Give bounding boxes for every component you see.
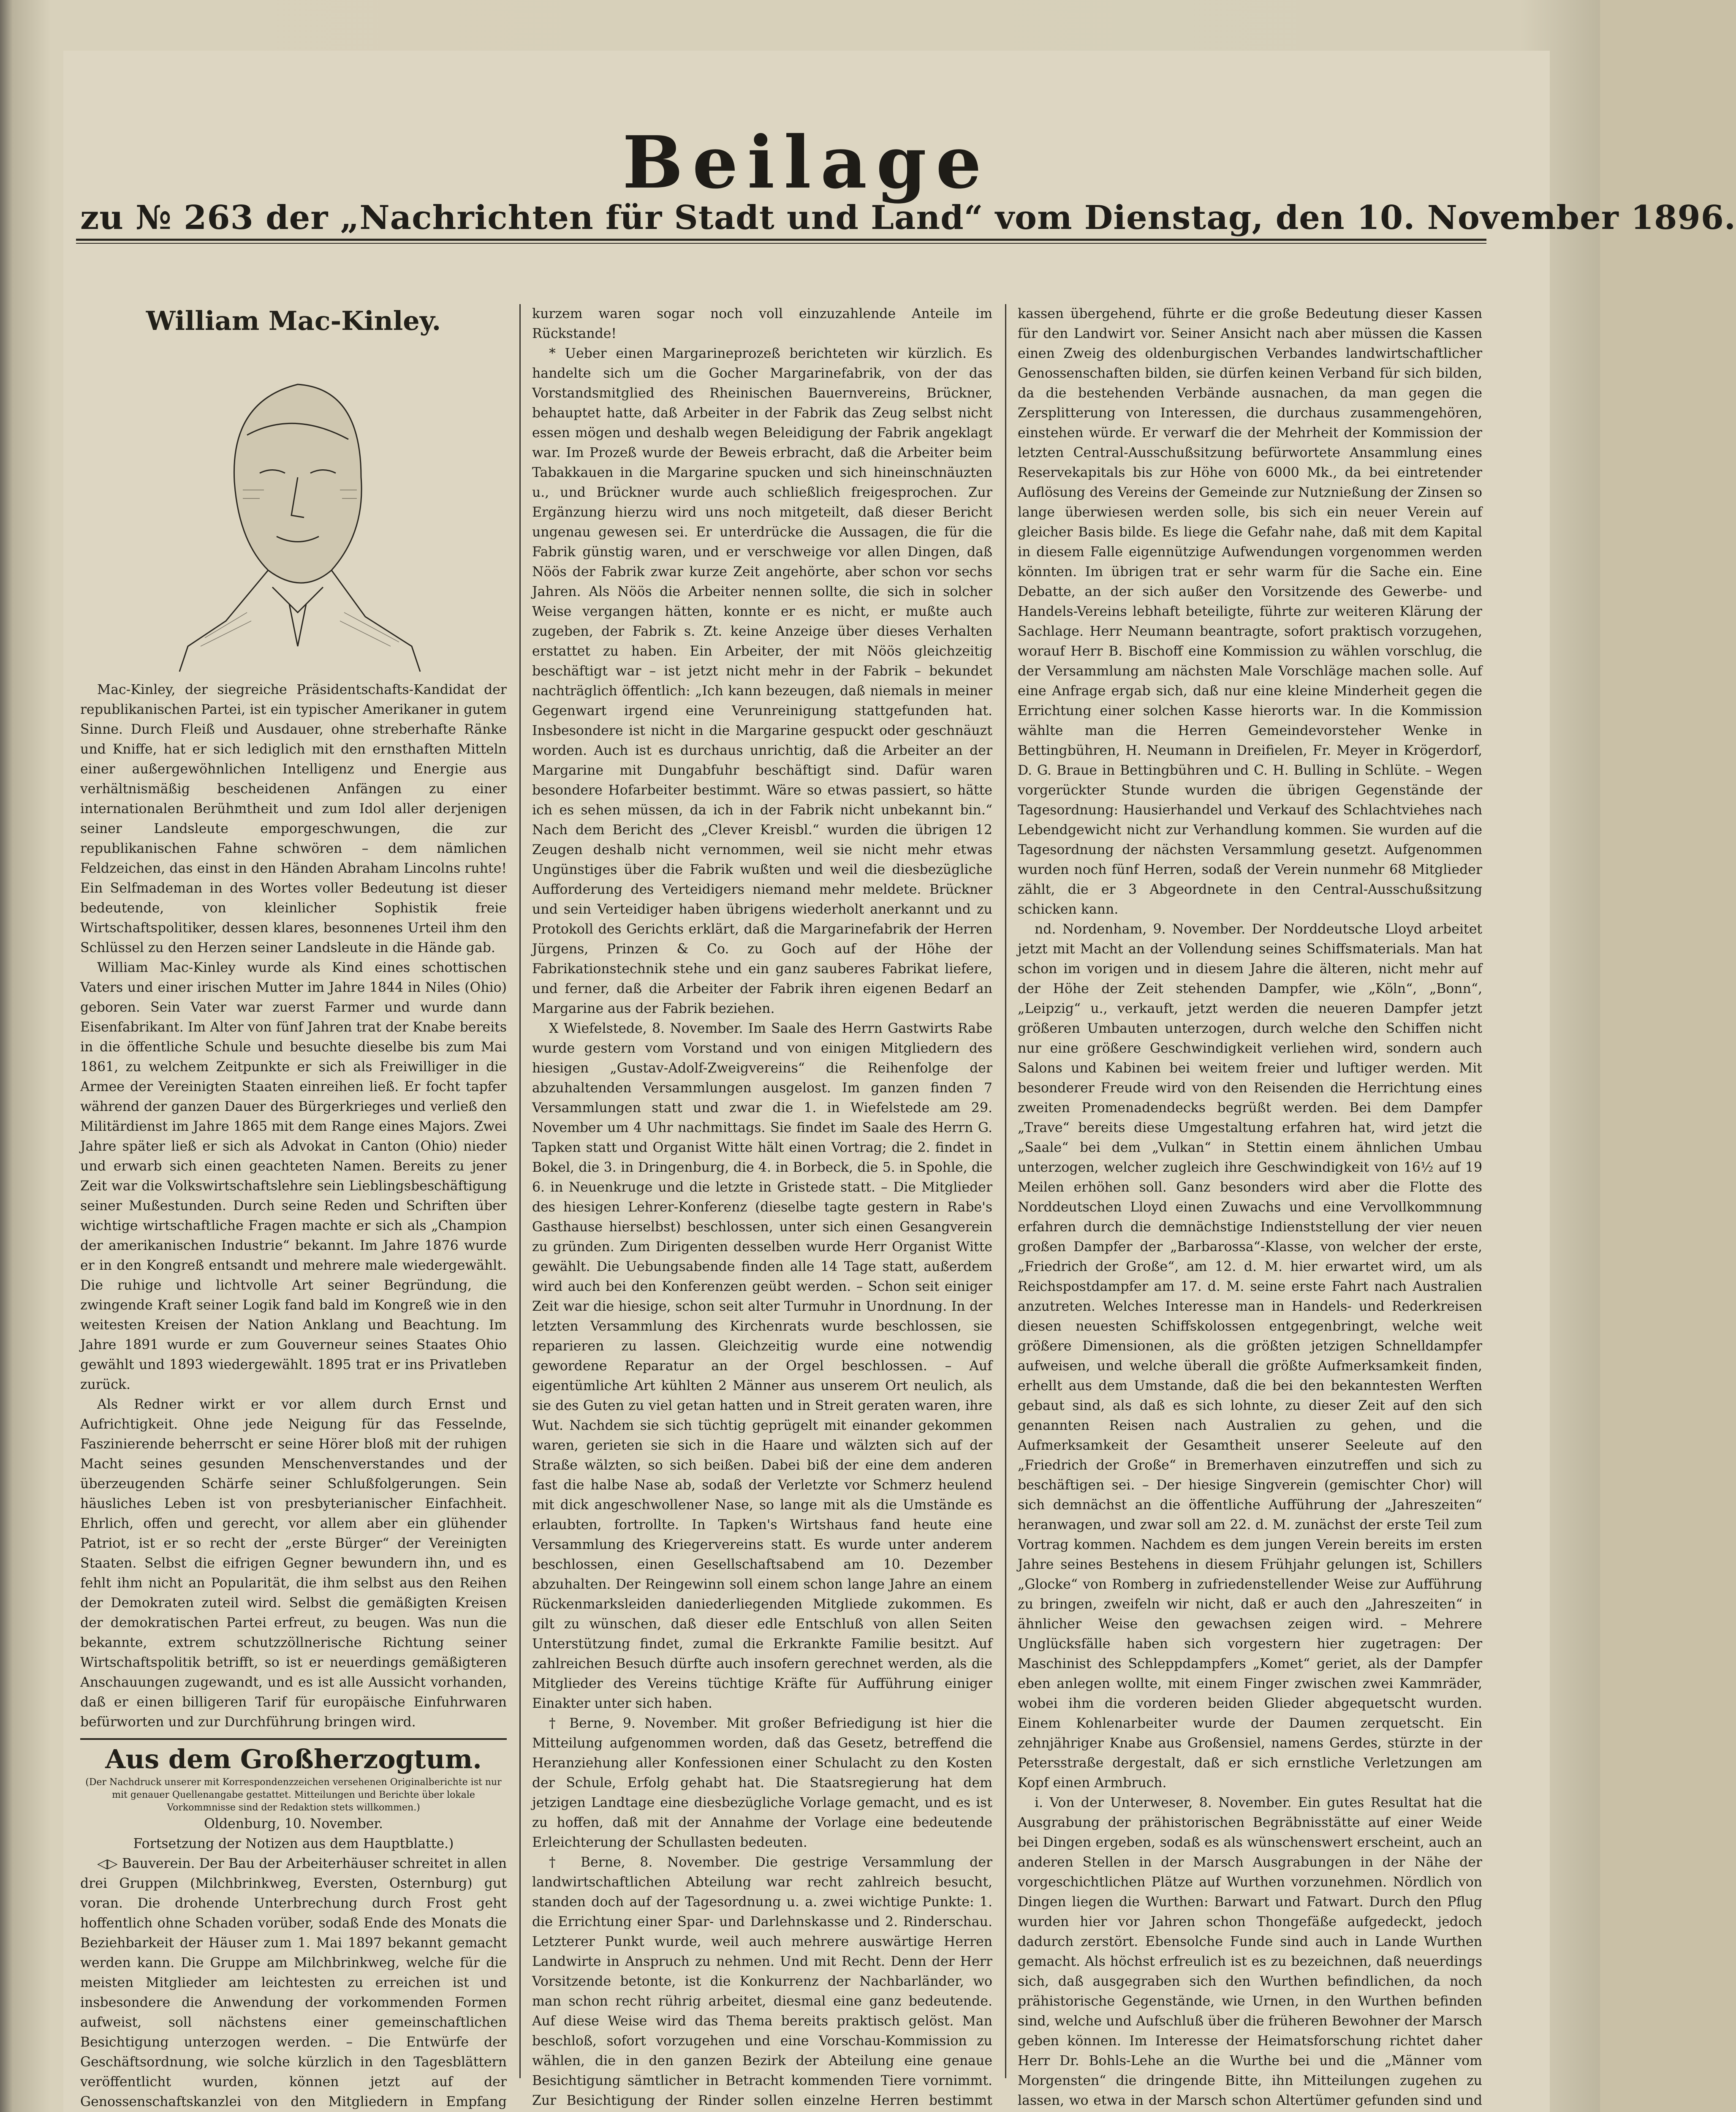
column-divider-1	[519, 304, 521, 2078]
section-heading-grossherzogtum: Aus dem Großherzogtum.	[105, 1744, 482, 1775]
section-rule	[80, 1738, 507, 1740]
masthead-title: Beilage	[622, 120, 991, 205]
mackinley-paragraph-2: William Mac-Kinley wurde als Kind eines schottischen Vaters und einer irischen Mutter im Jahre 1844 in Niles (Ohio) geboren. Sein Vater war zuerst Farmer und wurde dann Eisenfabrikant. Im Alter von fünf Jahren trat der Knabe bereits in die öffentliche Schule und besuchte dieselbe bis zum Mai 1861, zu welchem Zeitpunkte er sich als Freiwilliger in die Armee der Vereinigten Staaten einreihen ließ. Er focht tapfer während der ganzen Dauer des Bürgerkrieges und verließ den Militärdienst im Jahre 1865 mit dem Range eines Majors. Zwei Jahre später ließ er sich als Advokat in Canton (Ohio) nieder und erwarb sich einen geachteten Namen. Bereits zu jener Zeit war die Volkswirtschaftslehre sein Lieblingsbeschäftigung seiner Mußestunden. Durch seine Reden und Schriften über wichtige wirtschaftliche Fragen machte er sich als „Champion der amerikanischen Industrie“ bekannt. Im Jahre 1876 wurde er in den Kongreß entsandt und mehrere male wiedergewählt. Die ruhige und lichtvolle Art seiner Begründung, die zwingende Kraft seiner Logik fand bald im Kongreß wie in den weitesten Kreisen der Nation Anklang und Beachtung. Im Jahre 1891 wurde er zum Gouverneur seines Staates Ohio gewählt und 1893 wiedergewählt. 1895 trat er ins Privatleben zurück.	[80, 960, 507, 1392]
dateline-oldenburg: Oldenburg, 10. November.	[204, 1816, 383, 1832]
masthead-subline: zu № 263 der „Nachrichten für Stadt und Land“ vom Dienstag, den 10. November 1896.	[80, 199, 1736, 237]
header-rule	[76, 239, 1486, 241]
column-1	[80, 304, 507, 2109]
col2-paragraph-1: kurzem waren sogar noch voll einzuzahlende Anteile im Rückstande!	[532, 306, 992, 341]
newspaper-page	[63, 51, 1736, 2112]
col3-paragraph-1: kassen übergehend, führte er die große Bedeutung dieser Kassen für den Landwirt vor. Seiner Ansicht nach aber müssen die Kassen einen Zweig des oldenburgischen Verbandes landwirtschaftlicher Genossenschaften bilden, sie dürfen keinen Verband für sich bilden, da die bestehenden Verbände ausnachen, da man gegen die Zersplitterung von Interessen, die durchaus zusammengehören, einstehen würde. Er verwarf die der Mehrheit der Kommission der letzten Central-Ausschußsitzung befürwortete Ansammlung eines Reservekapitals bis zur Höhe von 6000 Mk., da bei eintretender Auflösung des Vereins der Gemeinde zur Nutznießung der Zinsen so lange überwiesen werden solle, bis sich ein neuer Verein auf gleicher Basis bilde. Es liege die Gefahr nahe, daß mit dem Kapital in diesem Falle eigennützige Aufwendungen vorgenommen werden könnten. Im übrigen trat er sehr warm für die Sache ein. Eine Debatte, an der sich außer den Vorsitzende des Gewerbe- und Handels-Vereins lebhaft beteiligte, führte zur weiteren Klärung der Sachlage. Herr Neumann beantragte, sofort praktisch vorzugehen, worauf Herr B. Bischoff eine Kommission zu wählen vorschlug, die der Versammlung am nächsten Male Vorschläge machen solle. Auf eine Anfrage ergab sich, daß nur eine kleine Minderheit gegen die Errichtung einer solchen Kasse hierorts war. In die Kommission wählte man die Herren Gemeindevorsteher Wenke in Bettingbühren, H. Neumann in Dreifielen, Fr. Meyer in Krögerdorf, D. G. Braue in Bettingbühren und C. H. Bulling in Schlüte. – Wegen vorgerückter Stunde wurden die übrigen Gegenstände der Tagesordnung: Hausierhandel und Verkauf des Schlachtviehes nach Lebendgewicht nicht zur Verhandlung kommen. Sie wurden auf die Tagesordnung der nächsten Versammlung gesetzt. Aufgenommen wurden noch fünf Herren, sodaß der Verein nunmehr 68 Mitglieder zählt, die er 3 Abgeordnete in den Central-Ausschußsitzung schicken kann.	[1018, 306, 1482, 917]
portrait-illustration	[163, 351, 424, 672]
mackinley-paragraph-3: Als Redner wirkt er vor allem durch Ernst und Aufrichtigkeit. Ohne jede Neigung für das Fesselnde, Faszinierende beherrscht er seine Hörer bloß mit der ruhigen Macht seines gesunden Menschenverstandes und der überzeugenden Schärfe seiner Schlußfolgerungen. Sein häusliches Leben ist von presbyterianischer Einfachheit. Ehrlich, offen und gerecht, vor allem aber ein glühender Patriot, ist er so recht der „erste Bürger“ der Vereinigten Staaten. Selbst die eifrigen Gegner bewundern ihn, und es fehlt ihm nicht an Popularität, die ihm selbst aus den Reihen der Demokraten zuteil wird. Selbst die gemäßigten Kreisen der demokratischen Partei erfreut, zu beugen. Was nun die bekannte, extrem schutzzöllnerische Richtung seiner Wirtschaftspolitik betrifft, so ist er neuerdings gemäßigteren Anschauungen zugewandt, und es ist alle Aussicht vorhanden, daß er einen billigeren Tarif für europäische Einfuhrwaren befürworten und zur Durchführung bringen wird.	[80, 1397, 507, 1730]
nordenham-paragraph: nd. Nordenham, 9. November. Der Norddeutsche Lloyd arbeitet jetzt mit Macht an der Vollendung seines Schiffsmaterials. Man hat schon im vorigen und in diesem Jahre die älteren, nicht mehr auf der Höhe der Zeit stehenden Dampfer, wie „Köln“, „Bonn“, „Leipzig“ u., verkauft, jetzt werden die neueren Dampfer jetzt größeren Umbauten unterzogen, durch welche den Schiffen nicht nur eine größere Geschwindigkeit verliehen wird, sondern auch Salons und Kabinen bei weitem freier und luftiger werden. Mit besonderer Freude wird von den Reisenden die Herrichtung eines zweiten Promenadendecks begrüßt werden. Bei dem Dampfer „Trave“ bereits diese Umgestaltung erfahren hat, wird jetzt die „Saale“ bei dem „Vulkan“ in Stettin einem ähnlichen Umbau unterzogen, welcher zugleich ihre Geschwindigkeit von 16½ auf 19 Meilen erhöhen soll. Ganz besonders wird aber die Flotte des Norddeutschen Lloyd einen Zuwachs und eine Vervollkommnung erfahren durch die demnächstige Indienststellung der vier neuen großen Dampfer der „Barbarossa“-Klasse, von welcher der erste, „Friedrich der Große“, am 12. d. M. hier erwartet wird, um als Reichspostdampfer am 17. d. M. seine erste Fahrt nach Australien anzutreten. Welches Interesse man in Handels- und Rederkreisen diesen neuesten Schiffskolossen entgegenbringt, welche weit größere Dimensionen, als die größten jetzigen Schnelldampfer aufweisen, und welche überall die größte Aufmerksamkeit finden, erhellt aus dem Umstande, daß die bei den bekanntesten Werften gebaut sind, als daß es sich lohnte, zu dieser Zeit auf den sich genannten Reisen nach Australien zu gehen, und die Aufmerksamkeit der Gesamtheit unserer Seeleute auf den „Friedrich der Große“ in Bremerhaven einzutreffen und sich zu beschäftigen sei. – Der hiesige Singverein (gemischter Chor) will sich demnächst an die öffentliche Aufführung der „Jahreszeiten“ heranwagen, und zwar soll am 22. d. M. zunächst der erste Teil zum Vortrag kommen. Nachdem es dem jungen Verein bereits im ersten Jahre seines Bestehens in diesem Frühjahr gelungen ist, Schillers „Glocke“ von Romberg in zufriedenstellender Weise zur Aufführung zu bringen, zweifeln wir nicht, daß er auch den „Jahreszeiten“ in ähnlicher Weise den gewachsen zeigen wird. – Mehrere Unglücksfälle haben sich vorgestern hier zugetragen: Der Maschinist des Schleppdampfers „Komet“ geriet, als der Dampfer eben anlegen wollte, mit einem Finger zwischen zwei Kammräder, wobei ihm die vorderen beiden Glieder abgequetscht wurden. Einem Kohlenarbeiter wurde der Daumen zerquetscht. Ein zehnjähriger Knabe aus Großensiel, namens Gerdes, stürzte in der Petersstraße dergestalt, daß er sich ernstliche Verletzungen am Kopf einen Armbruch.	[1018, 922, 1482, 1791]
reprint-note: (Der Nachdruck unserer mit Korrespondenzzeichen versehenen Originalberichte ist nur mit genauer Quellenangabe gestattet. Mitteilungen und Berichte über lokale Vorkommnisse sind der Redaktion stets willkommen.)	[85, 1777, 502, 1813]
column-2	[532, 304, 992, 2108]
column-3	[1018, 304, 1482, 2108]
berne-paragraph-1: † Berne, 9. November. Mit großer Befriedigung ist hier die Mitteilung aufgenommen worden, daß das Gesetz, betreffend die Heranziehung aller Konfessionen einer Schulacht zu den Kosten der Schule, Erfolg gehabt hat. Die Staatsregierung hat dem jetzigen Landtage eine diesbezügliche Vorlage gemacht, und es ist zu hoffen, daß mit der Annahme der Vorlage eine bedeutende Erleichterung der Schullasten bedeuten.	[532, 1716, 992, 1850]
wiefelstede-paragraph: X Wiefelstede, 8. November. Im Saale des Herrn Gastwirts Rabe wurde gestern vom Vorstand und von einigen Mitgliedern des hiesigen „Gustav-Adolf-Zweigvereins“ die Reihenfolge der abzuhaltenden Versammlungen ausgelost. Im ganzen finden 7 Versammlungen statt und zwar die 1. in Wiefelstede am 29. November um 4 Uhr nachmittags. Sie findet im Saale des Herrn G. Tapken statt und Organist Witte hält einen Vortrag; die 2. findet in Bokel, die 3. in Dringenburg, die 4. in Borbeck, die 5. in Spohle, die 6. in Neuenkruge und die letzte in Gristede statt. – Die Mitglieder des hiesigen Lehrer-Konferenz (dieselbe tagte gestern in Rabe's Gasthause hierselbst) beschlossen, unter sich einen Gesangverein zu gründen. Zum Dirigenten desselben wurde Herr Organist Witte gewählt. Die Uebungsabende finden alle 14 Tage statt, außerdem wird auch bei den Konferenzen geübt werden. – Schon seit einiger Zeit war die hiesige, schon seit alter Turmuhr in Unordnung. In der letzten Versammlung des Kirchenrats wurde beschlossen, sie reparieren zu lassen. Gleichzeitig wurde eine notwendig gewordene Reparatur an der Orgel beschlossen. – Auf eigentümliche Art kühlten 2 Männer aus unserem Ort neulich, als sie des Guten zu viel getan hatten und in Streit geraten waren, ihre Wut. Nachdem sie sich tüchtig geprügelt mit einander gekommen waren, gerieten sie sich in die Haare und wälzten sich auf der Straße wälzten, so sich beißen. Dabei biß der eine dem anderen fast die halbe Nase ab, sodaß der Verletzte vor Schmerz heulend mit dick angeschwollener Nase, so lange mit als die Umstände es erlaubten, fortrollte. In Tapken's Wirtshaus fand heute eine Versammlung des Kriegervereins statt. Es wurde unter anderem beschlossen, einen Gesellschaftsabend am 10. Dezember abzuhalten. Der Reingewinn soll einem schon lange Jahre an einem Rückenmarksleiden daniederliegenden Mitgliede zukommen. Es gilt zu wünschen, daß dieser edle Entschluß von allen Seiten Unterstützung findet, zumal die Erkrankte Familie besitzt. Auf zahlreichen Besuch dürfte auch insofern gerechnet werden, als die Mitglieder des Vereins tüchtige Kräfte für Aufführung einiger Einakter unter sich haben.	[532, 1021, 992, 1711]
article-heading-mackinley: William Mac-Kinley.	[146, 305, 441, 336]
header-rule-thin	[76, 243, 1486, 244]
column-divider-2	[1005, 304, 1006, 2078]
unterweser-paragraph: i. Von der Unterweser, 8. November. Ein gutes Resultat hat die Ausgrabung der prähistorischen Begräbnisstätte auf einer Weide bei Dingen ergeben, sodaß es als wünschenswert erscheint, auch an anderen Stellen in der Marsch Ausgrabungen in der Nähe der vorgeschichtlichen Plätze auf Wurthen vorzunehmen. Nördlich von Dingen liegen die Wurthen: Barwart und Fatwart. Durch den Pflug wurden hier vor Jahren schon Thongefäße aufgedeckt, jedoch dadurch zerstört. Ebensolche Funde sind auch in Lande Wurthen gemacht. Als höchst erfreulich ist es zu bezeichnen, daß neuerdings sich, daß ausgegraben sich den Wurthen befindlichen, da noch prähistorische Gegenstände, wie Urnen, in den Wurthen befinden sind, welche und Aufschluß über die früheren Bewohner der Marsch geben können. Im Interesse der Heimatsforschung richtet daher Herr Dr. Bohls-Lehe an die Wurthe bei und die „Männer vom Morgensten“ die dringende Bitte, ihn Mitteilungen zugehen zu lassen, wo etwa in der Marsch schon Altertümer gefunden sind und	[1018, 1795, 1482, 2108]
bauverein-paragraph: ◁▷ Bauverein. Der Bau der Arbeiterhäuser schreitet in allen drei Gruppen (Milchbrinkweg, Eversten, Osternburg) gut voran. Die drohende Unterbrechung durch Frost geht hoffentlich ohne Schaden vorüber, sodaß Ende des Monats die Beziehbarkeit der Häuser zum 1. Mai 1897 bekannt gemacht werden kann. Die Gruppe am Milchbrinkweg, welche für die meisten Mitglieder am leichtesten zu erreichen ist und insbesondere die Anwendung der vorkommenden Formen aufweist, soll nächstens einer gemeinschaftlichen Besichtigung unterzogen werden. – Die Entwürfe der Geschäftsordnung, wie solche kürzlich in den Tagesblättern veröffentlicht wurden, können jetzt auf der Genossenschaftskanzlei von den Mitgliedern in Empfang	[80, 1856, 507, 2109]
berne-paragraph-2: † Berne, 8. November. Die gestrige Versammlung der landwirtschaftlichen Abteilung war recht zahlreich besucht, standen doch auf der Tagesordnung u. a. zwei wichtige Punkte: 1. die Errichtung einer Spar- und Darlehnskasse und 2. Rinderschau. Letzterer Punkt wurde, weil auch mehrere auswärtige Herren Landwirte in Anspruch zu nehmen. Und mit Recht. Denn der Herr Vorsitzende betonte, ist die Konkurrenz der Nachbarländer, wo man schon recht rührig arbeitet, diesmal eine ganz bedeutende. Auf diese Weise wird das Thema bereits praktisch gelöst. Man beschloß, sofort vorzugehen und eine Vorschau-Kommission zu wählen, die in den ganzen Bezirk der Abteilung eine genaue Besichtigung sämtlicher in Betracht kommenden Tiere vornimmt. Zur Besichtigung der Rinder sollen einzelne Herren bestimmt	[532, 1855, 992, 2108]
masthead	[63, 120, 1550, 205]
continuation-note: Fortsetzung der Notizen aus dem Hauptblatte.)	[133, 1836, 454, 1851]
mackinley-paragraph-1: Mac-Kinley, der siegreiche Präsidentschafts-Kandidat der republikanischen Partei, ist ein typischer Amerikaner in gutem Sinne. Durch Fleiß und Ausdauer, ohne streberhafte Ränke und Kniffe, hat er sich lediglich mit den ernsthaften Mitteln einer außergewöhnlichen Intelligenz und Energie aus verhältnismäßig bescheidenen Anfängen zu einer internationalen Berühmtheit und zum Idol aller derjenigen seiner Landsleute emporgeschwungen, die zur republikanischen Fahne schwören – dem nämlichen Feldzeichen, das einst in den Händen Abraham Lincolns ruhte! Ein Selfmademan in des Wortes voller Bedeutung ist dieser bedeutende, von kleinlicher Sophistik freie Wirtschaftspolitiker, dessen klares, besonnenes Urteil ihm den Schlüssel zu den Herzen seiner Landsleute in die Hände gab.	[80, 682, 507, 955]
margarine-paragraph: * Ueber einen Margarineprozeß berichteten wir kürzlich. Es handelte sich um die Gocher Margarinefabrik, von der das Vorstandsmitglied des Rheinischen Bauernvereins, Brückner, behauptet hatte, daß Arbeiter in der Fabrik das Zeug selbst nicht essen mögen und deshalb wegen Beleidigung der Fabrik angeklagt war. Im Prozeß wurde der Beweis erbracht, daß die Arbeiter beim Tabakkauen in die Margarine spucken und sich hineinschnäuzten u., und Brückner wurde auch schließlich freigesprochen. Zur Ergänzung hierzu wird uns noch mitgeteilt, daß dieser Bericht ungenau gewesen sei. Er unterdrücke die Aussagen, die für die Fabrik günstig waren, und er verschweige vor allen Dingen, daß Nöös der Fabrik zwar kurze Zeit angehörte, aber schon vor sechs Jahren. Als Nöös die Arbeiter nennen sollte, die sich in solcher Weise vergangen hätten, konnte er es nicht, er mußte auch zugeben, der Fabrik s. Zt. keine Anzeige über dieses Verhalten erstattet zu haben. Ein Arbeiter, der mit Nöös gleichzeitig beschäftigt war – ist jetzt nicht mehr in der Fabrik – bekundet nachträglich öffentlich: „Ich kann bezeugen, daß niemals in meiner Gegenwart irgend eine Verunreinigung stattgefunden hat. Insbesondere ist nicht in die Margarine gespuckt oder geschnäuzt worden. Auch ist es durchaus unrichtig, daß die Arbeiter an der Margarine mit Dungabfuhr beschäftigt sind. Dafür waren besondere Hofarbeiter bestimmt. Wäre so etwas passiert, so hätte ich es sehen müssen, da ich in der Fabrik nicht unbekannt bin.“ Nach dem Bericht des „Clever Kreisbl.“ wurden die übrigen 12 Zeugen deshalb nicht vernommen, weil sie nicht mehr etwas Ungünstiges über die Fabrik wußten und weil die diesbezügliche Aufforderung des Verteidigers niemand mehr meldete. Brückner und sein Verteidiger haben übrigens wiederholt anerkannt und zu Protokoll des Gerichts erklärt, daß die Margarinefabrik der Herren Jürgens, Prinzen & Co. zu Goch auf der Höhe der Fabrikationstechnik stehe und ein ganz sauberes Fabrikat liefere, und ferner, daß die Arbeiter der Fabrik ihren eigenen Bedarf an Margarine aus der Fabrik beziehen.	[532, 346, 992, 1016]
